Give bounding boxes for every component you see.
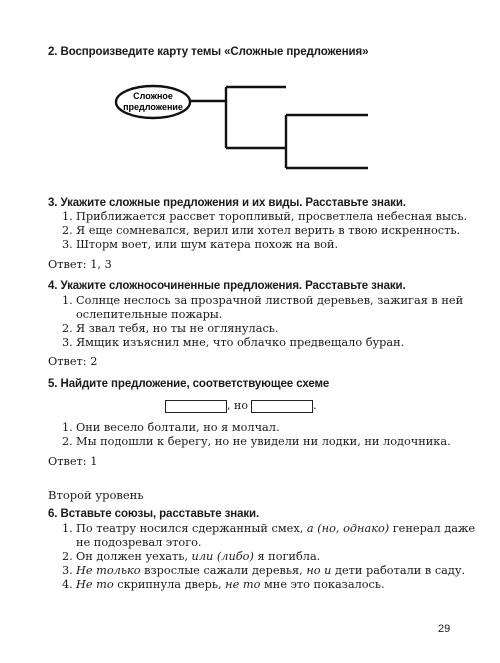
task6-item-1-continuation: не подозревал этого. [76, 536, 202, 549]
task4-item-2: 2. Я звал тебя, но ты не оглянулась. [62, 322, 279, 335]
task3-answer: Ответ: 1, 3 [48, 258, 112, 271]
task6-title: 6. Вставьте союзы, расставьте знаки. [48, 508, 260, 520]
sentence-schema [165, 399, 316, 415]
task5-title: 5. Найдите предложение, соответствующее схеме [48, 378, 330, 390]
task3-title: 3. Укажите сложные предложения и их виды. Расставьте знаки. [48, 197, 406, 209]
schema-conjunction: , но [227, 399, 248, 412]
central-node-line2: предложение [123, 102, 183, 112]
schema-box-left [165, 400, 227, 413]
task4-item-3: 3. Ямщик изъяснил мне, что облачко предвещало буран. [62, 336, 405, 349]
schema-end: . [312, 399, 317, 412]
level-heading: Второй уровень [48, 488, 144, 502]
page-number: 29 [438, 623, 451, 635]
topic-map-diagram [110, 80, 390, 170]
task2-title: 2. Воспроизведите карту темы «Сложные предложения» [48, 46, 369, 58]
task4-title: 4. Укажите сложносочиненные предложения. Расставьте знаки. [48, 280, 406, 292]
task5-answer: Ответ: 1 [48, 455, 98, 468]
task4-item-1-continuation: ослепительные пожары. [76, 308, 223, 321]
task6-item-1: 1. По театру носился сдержанный смех, а (но, однако) генерал даже [62, 522, 476, 535]
task3-item-3: 3. Шторм воет, или шум катера похож на вой. [62, 238, 339, 251]
central-node-line1: Сложное [133, 91, 173, 101]
schema-box-right [251, 400, 313, 413]
task6-item-3: 3. Не только взрослые сажали деревья, но и дети работали в саду. [62, 564, 466, 577]
task5-item-2: 2. Мы подошли к берегу, но не увидели ни лодки, ни лодочника. [62, 435, 451, 448]
task4-item-1: 1. Солнце неслось за прозрачной листвой деревьев, зажигая в ней [62, 294, 464, 307]
task5-item-1: 1. Они весело болтали, но я молчал. [62, 421, 280, 434]
task3-item-1: 1. Приближается рассвет торопливый, просветлела небесная высь. [62, 210, 468, 223]
task6-item-4: 4. Не то скрипнула дверь, не то мне это показалось. [62, 578, 385, 591]
task3-item-2: 2. Я еще сомневался, верил или хотел верить в твою искренность. [62, 224, 461, 237]
task6-item-2: 2. Он должен уехать, или (либо) я погибла. [62, 550, 321, 563]
task4-answer: Ответ: 2 [48, 355, 98, 368]
